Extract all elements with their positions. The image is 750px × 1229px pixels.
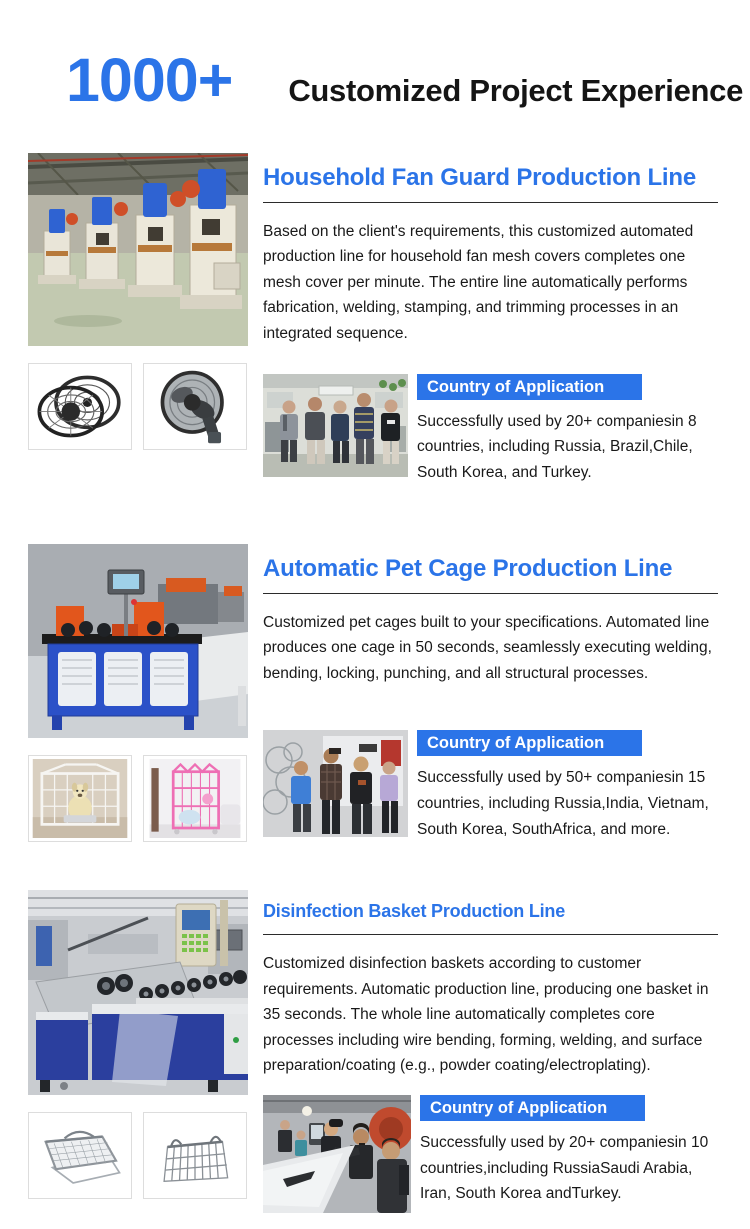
country-of-application-banner: Country of Application — [417, 730, 642, 756]
country-of-application-banner: Country of Application — [420, 1095, 645, 1121]
section-description: Customized pet cages built to your specifications. Automated line produces one cage in 50 seconds, seamlessly executing welding, bending, locking, punching, and all structural processes. — [263, 613, 712, 682]
section-1-images — [28, 153, 248, 486]
experience-count: 1000+ — [66, 46, 233, 114]
photo-wire-basket — [143, 1112, 247, 1199]
photo-pink-cage — [143, 755, 247, 842]
country-text: Successfully used by 20+ companiesin 8 countries, including Russia, Brazil,Chile, South Korea, and Turkey. — [417, 412, 697, 482]
section-pet-cage — [28, 544, 750, 843]
photo-fan-guards — [28, 363, 132, 450]
photo-clients-group-1 — [263, 374, 408, 477]
title-divider — [263, 593, 718, 594]
title-divider — [263, 202, 718, 203]
country-of-application-banner: Country of Application — [417, 374, 642, 400]
photo-welding-machines-row — [28, 153, 248, 346]
photo-dog-cage — [28, 755, 132, 842]
section-2-images — [28, 544, 248, 843]
section-3-images — [28, 890, 248, 1212]
photo-pet-cage-machine — [28, 544, 248, 738]
section-title-fan-guard: Household Fan Guard Production Line — [263, 164, 697, 191]
section-title-pet-cage: Automatic Pet Cage Production Line — [263, 554, 673, 582]
photo-wire-bending-machine — [28, 890, 248, 1095]
person-far — [278, 1120, 292, 1152]
section-description: Based on the client's requirements, this customized automated production line for household fan mesh covers completes one mesh cover per minute. The entire line automatically performs fabrication, welding, stamping, and trimming processes in an integrated sequence. — [263, 222, 694, 343]
section-description: Customized disinfection baskets according to customer requirements. Automatic production line, producing one basket in 35 seconds. The whole line automatically completes core processes including wire bending, forming, welding, and surface preparation/coating (e.g., powder coating/electroplating). — [263, 955, 709, 1075]
section-fan-guard — [28, 153, 750, 486]
photo-wall-fan — [143, 363, 247, 450]
country-text: Successfully used by 50+ companiesin 15 countries, including Russia,India, Vietnam, South Korea, SouthAfrica, and more. — [417, 769, 709, 838]
section-title-disinfection-basket: Disinfection Basket Production Line — [263, 901, 566, 922]
page-title: Customized Project Experience — [288, 73, 744, 108]
section-disinfection-basket — [28, 890, 750, 1212]
person-teal — [295, 1130, 307, 1156]
page-header — [0, 0, 750, 114]
photo-clients-group-3 — [263, 1095, 411, 1213]
photo-mesh-basket — [28, 1112, 132, 1199]
country-text: Successfully used by 20+ companiesin 10 countries,including RussiaSaudi Arabia, Iran, South Korea andTurkey. — [420, 1133, 709, 1203]
title-divider — [263, 934, 718, 935]
photo-clients-group-2 — [263, 730, 408, 837]
